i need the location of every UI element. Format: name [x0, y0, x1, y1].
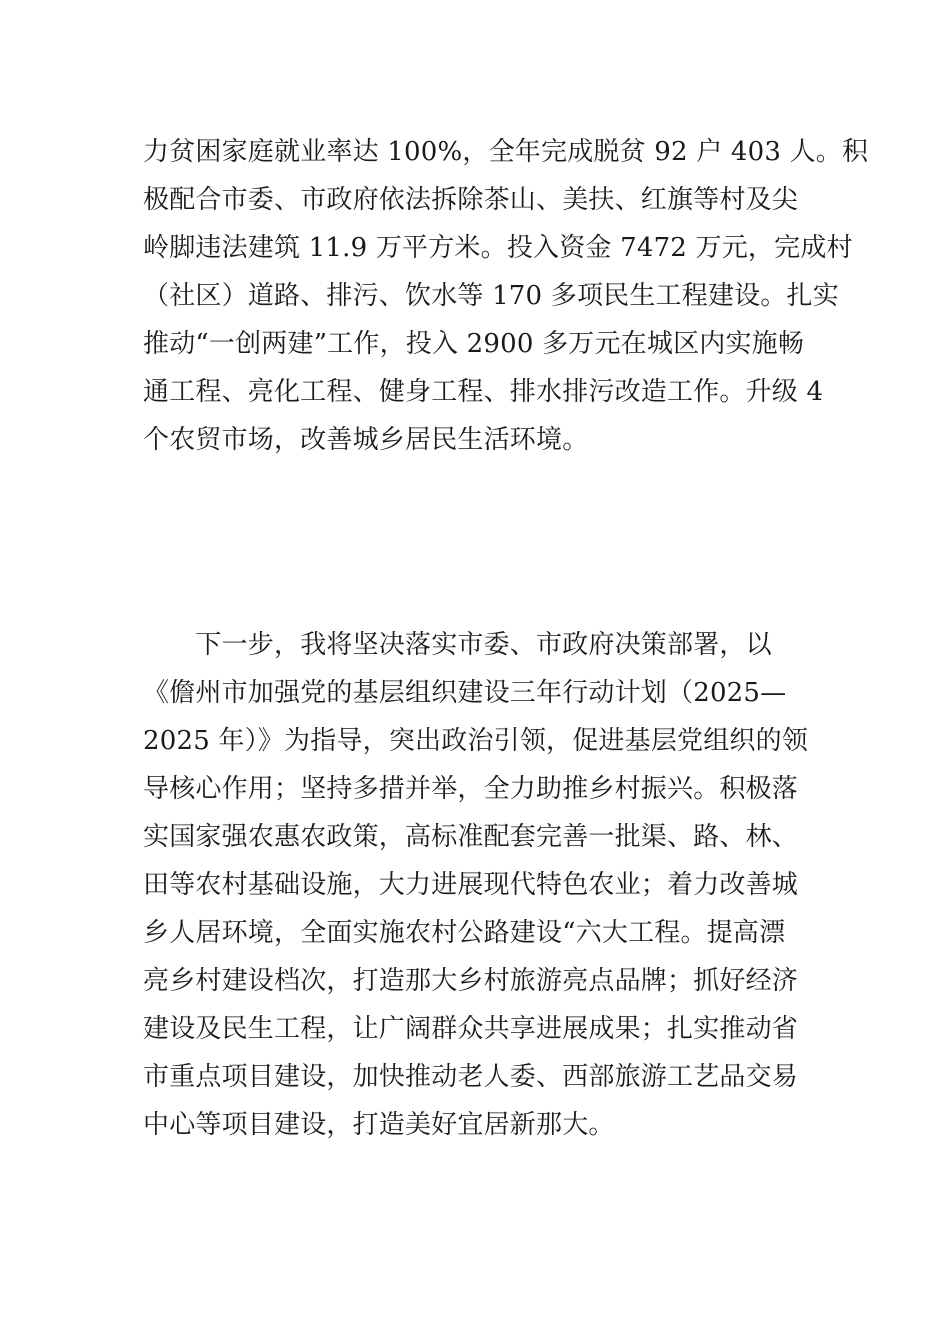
text-line: 极配合市委、市政府依法拆除茶山、美扶、红旗等村及尖 [143, 185, 799, 215]
text-line: 《儋州市加强党的基层组织建设三年行动计划（2025— [143, 678, 787, 708]
text-line: 乡人居环境，全面实施农村公路建设“六大工程。提高漂 [143, 918, 786, 948]
text-line [143, 1149, 807, 1197]
text-line: 实国家强农惠农政策，高标准配套完善一批渠、路、林、 [143, 822, 799, 852]
text-line: 下一步，我将坚决落实市委、市政府决策部署，以 [143, 630, 772, 660]
text-line: 推动“一创两建”工作，投入 2900 多万元在城区内实施畅 [143, 329, 805, 359]
paragraph-next-steps [143, 621, 807, 1197]
text-line: 2025 年）》为指导，突出政治引领，促进基层党组织的领 [143, 726, 809, 756]
text-line: 市重点项目建设，加快推动老人委、西部旅游工艺品交易 [143, 1062, 799, 1092]
text-line: 个农贸市场，改善城乡居民生活环境。 [143, 425, 589, 455]
text-line: 通工程、亮化工程、健身工程、排水排污改造工作。升级 4 [143, 377, 824, 407]
text-line: 亮乡村建设档次，打造那大乡村旅游亮点品牌；抓好经济 [143, 966, 799, 996]
text-line: 田等农村基础设施，大力进展现代特色农业；着力改善城 [143, 870, 799, 900]
text-line: 建设及民生工程，让广阔群众共享进展成果；扎实推动省 [143, 1014, 799, 1044]
text-line: 导核心作用；坚持多措并举，全力助推乡村振兴。积极落 [143, 774, 799, 804]
text-line: 岭脚违法建筑 11.9 万平方米。投入资金 7472 万元，完成村 [143, 233, 853, 263]
text-line: 力贫困家庭就业率达 100%，全年完成脱贫 92 户 403 人。积 [143, 137, 869, 167]
text-line: （社区）道路、排污、饮水等 170 多项民生工程建设。扎实 [143, 281, 839, 311]
text-line: 中心等项目建设，打造美好宜居新那大。 [143, 1110, 615, 1140]
paragraph-poverty-achievements [143, 128, 869, 464]
